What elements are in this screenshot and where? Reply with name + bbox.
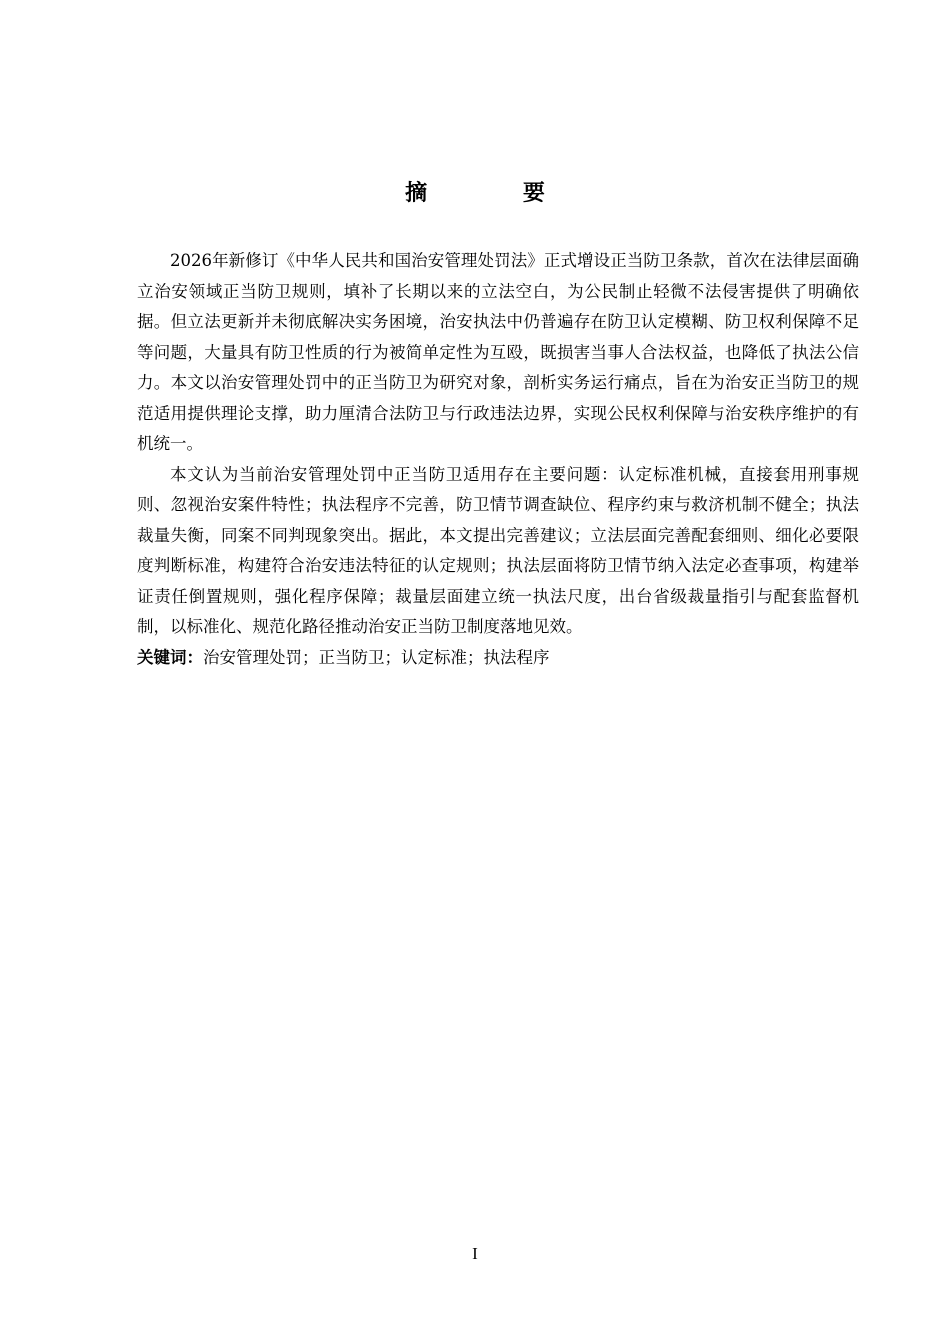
page-number: I xyxy=(472,1244,478,1263)
keywords-label: 关键词： xyxy=(137,647,203,667)
keywords-text: 治安管理处罚；正当防卫；认定标准；执法程序 xyxy=(203,647,550,667)
page-title: 摘 要 xyxy=(405,181,589,206)
abstract-body xyxy=(137,246,859,673)
abstract-paragraph-1: 2026年新修订《中华人民共和国治安管理处罚法》正式增设正当防卫条款，首次在法律层面确立治安领域正当防卫规则，填补了长期以来的立法空白，为公民制止轻微不法侵害提供了明确依据。但立法更新并未彻底解决实务困境，治安执法中仍普遍存在防卫认定模糊、防卫权利保障不足等问题，大量具有防卫性质的行为被简单定性为互殴，既损害当事人合法权益，也降低了执法公信力。本文以治安管理处罚中的正当防卫为研究对象，剖析实务运行痛点，旨在为治安正当防卫的规范适用提供理论支撑，助力厘清合法防卫与行政违法边界，实现公民权利保障与治安秩序维护的有机统一。 xyxy=(137,251,859,453)
keywords-line xyxy=(137,643,859,674)
abstract-paragraph-2: 本文认为当前治安管理处罚中正当防卫适用存在主要问题：认定标准机械，直接套用刑事规则、忽视治安案件特性；执法程序不完善，防卫情节调查缺位、程序约束与救济机制不健全；执法裁量失衡，同案不同判现象突出。据此，本文提出完善建议；立法层面完善配套细则、细化必要限度判断标准，构建符合治安违法特征的认定规则；执法层面将防卫情节纳入法定必查事项，构建举证责任倒置规则，强化程序保障；裁量层面建立统一执法尺度，出台省级裁量指引与配套监督机制，以标准化、规范化路径推动治安正当防卫制度落地见效。 xyxy=(137,464,859,636)
